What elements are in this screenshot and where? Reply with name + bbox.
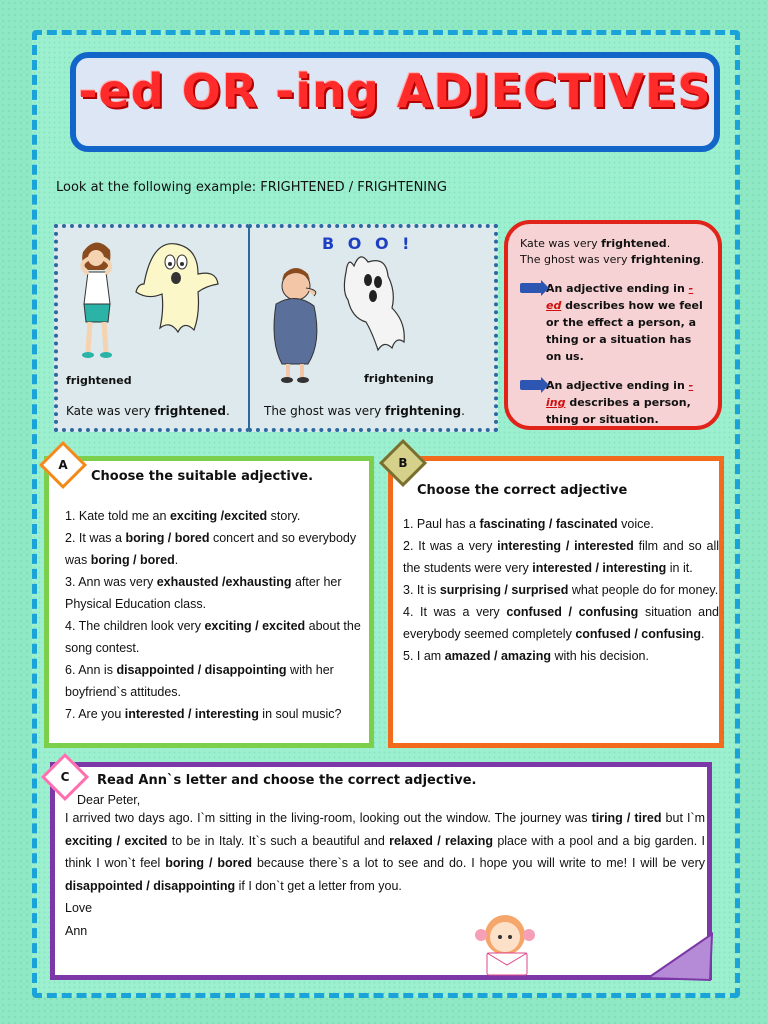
letter-text: to be in Italy. It`s such a beautiful and (167, 833, 390, 848)
exercise-b-item (532, 561, 692, 575)
exercise-a-text: 2. It was a (65, 531, 126, 545)
exercise-b-choice: amazed / amazing (444, 649, 551, 663)
explain-line-1: Kate was very frightened. (520, 237, 671, 250)
badge-c: C (41, 753, 89, 801)
exercise-a-item (65, 509, 300, 523)
letter-text (65, 793, 705, 942)
exercise-b-item (575, 627, 704, 641)
panel1-sentence: Kate was very frightened. (66, 404, 230, 418)
arrow-right-icon (520, 283, 542, 293)
exercise-a-item (91, 553, 179, 567)
exercise-a-heading: Choose the suitable adjective. (91, 469, 314, 484)
letter-choice: boring / bored (165, 856, 253, 870)
exercise-b-choice: interested / interesting (532, 561, 667, 575)
exercise-a-text: 6. Ann is (65, 663, 117, 677)
exercise-a-box (44, 456, 374, 748)
letter-text: place with a pool and a big garden. I think I won`t feel (65, 833, 706, 870)
exercise-b-choice: interesting / interested (497, 539, 634, 553)
girl-reading-letter-illustration (467, 907, 557, 977)
ghost-and-scared-man-illustration (256, 252, 456, 392)
badge-a: A (39, 441, 87, 489)
exercise-a-choice: exciting /excited (169, 509, 268, 523)
exercise-c-heading: Read Ann`s letter and choose the correct adjective. (97, 773, 477, 788)
letter-body (65, 807, 705, 897)
exercise-a-text: 3. Ann was very (65, 575, 157, 589)
exercise-a-text: in soul music? (258, 707, 342, 721)
exercise-b-choice: fascinating / fascinated (479, 517, 618, 531)
exercise-b-heading: Choose the correct adjective (417, 483, 628, 498)
exercise-b-text: what people do for money. (568, 583, 719, 597)
exercise-c-box (50, 762, 712, 980)
exercise-a-text: concert and so everybody was (65, 531, 357, 567)
exercise-b-choice: surprising / surprised (439, 583, 569, 597)
exercise-a-choice: boring / bored (90, 553, 175, 567)
letter-choice: tiring / tired (591, 811, 662, 825)
exercise-a-text: story. (267, 509, 301, 523)
exercise-a-text: about the song contest. (65, 619, 361, 655)
exercise-b-choice: confused / confusing (506, 605, 639, 619)
letter-text: but I`m (661, 811, 706, 825)
exercise-b-box (388, 456, 724, 748)
boo-text: B O O ! (322, 234, 414, 253)
exercise-a-text: 4. The children look very (65, 619, 205, 633)
letter-choice: exciting / excited (65, 833, 168, 848)
page-title: -ed OR -ing ADJECTIVES (78, 64, 712, 118)
badge-b: B (379, 439, 427, 487)
letter-choice: relaxed / relaxing (389, 833, 493, 848)
exercise-b-text: voice. (617, 517, 654, 531)
exercise-a-choice: exciting / excited (204, 619, 306, 633)
rule-ed: An adjective ending in -ed describes how we feel or the effect a person, a thing or a situation has on us. (520, 280, 708, 365)
exercise-b-text: 1. Paul has a (403, 517, 480, 531)
exercise-a-text: 7. Are you (65, 707, 125, 721)
exercise-b-items (403, 513, 719, 667)
explanation-box (504, 220, 722, 430)
exercise-a-item (65, 707, 342, 721)
example-panel-frightening (248, 224, 498, 432)
arrow-right-icon (520, 380, 542, 390)
exercise-b-item (403, 517, 654, 531)
intro-line: Look at the following example: FRIGHTENED / FRIGHTENING (56, 180, 447, 195)
panel1-caption: frightened (66, 374, 132, 387)
exercise-b-text: 5. I am (403, 649, 445, 663)
exercise-b-text: in it. (666, 561, 693, 575)
letter-greeting: Dear Peter, (77, 793, 141, 807)
panel2-sentence: The ghost was very frightening. (264, 404, 465, 418)
exercise-b-text: 2. It was a very (403, 539, 498, 553)
exercise-b-item (403, 583, 718, 597)
exercise-a-item (65, 575, 342, 611)
letter-text: I arrived two days ago. I`m sitting in the living-room, looking out the window. The journey was (65, 811, 592, 825)
exercise-a-items (65, 505, 367, 725)
rule-ing: An adjective ending in -ing describes a person, thing or situation. (520, 377, 708, 428)
exercise-a-choice: interested / interesting (124, 707, 259, 721)
letter-closing: Love (65, 901, 93, 915)
exercise-a-item (65, 663, 334, 699)
explain-line-2: The ghost was very frightening. (520, 253, 705, 266)
letter-text: if I don`t get a letter from you. (235, 878, 402, 893)
panel2-caption: frightening (364, 372, 434, 385)
title-banner (70, 52, 720, 152)
frightened-woman-and-ghost-illustration (66, 234, 236, 364)
exercise-b-text: 4. It was a very (403, 605, 507, 619)
exercise-b-text: 3. It is (403, 583, 440, 597)
exercise-a-choice: disappointed / disappointing (116, 663, 287, 677)
exercise-a-choice: boring / bored (125, 531, 210, 545)
exercise-a-choice: exhausted /exhausting (156, 575, 292, 589)
exercise-a-text: with her boyfriend`s attitudes. (65, 663, 334, 699)
exercise-b-choice: confused / confusing (575, 627, 702, 641)
exercise-b-item (403, 649, 649, 663)
letter-choice: disappointed / disappointing (65, 878, 236, 893)
exercise-b-text: situation and everybody seemed completely (403, 605, 719, 641)
exercise-a-text: . (174, 553, 179, 567)
exercise-b-text: with his decision. (550, 649, 649, 663)
exercise-a-text: after her Physical Education class. (65, 575, 342, 611)
exercise-b-text: film and so all the students were very (403, 539, 719, 575)
example-panel-frightened (54, 224, 250, 432)
exercise-a-text: 1. Kate told me an (65, 509, 170, 523)
page-curl-decoration (640, 930, 716, 982)
exercise-a-item (65, 619, 361, 655)
letter-text: because there`s a lot to see and do. I hope you will write to me! I will be very (252, 856, 705, 870)
exercise-b-text: . (701, 627, 705, 641)
letter-signature: Ann (65, 923, 88, 938)
